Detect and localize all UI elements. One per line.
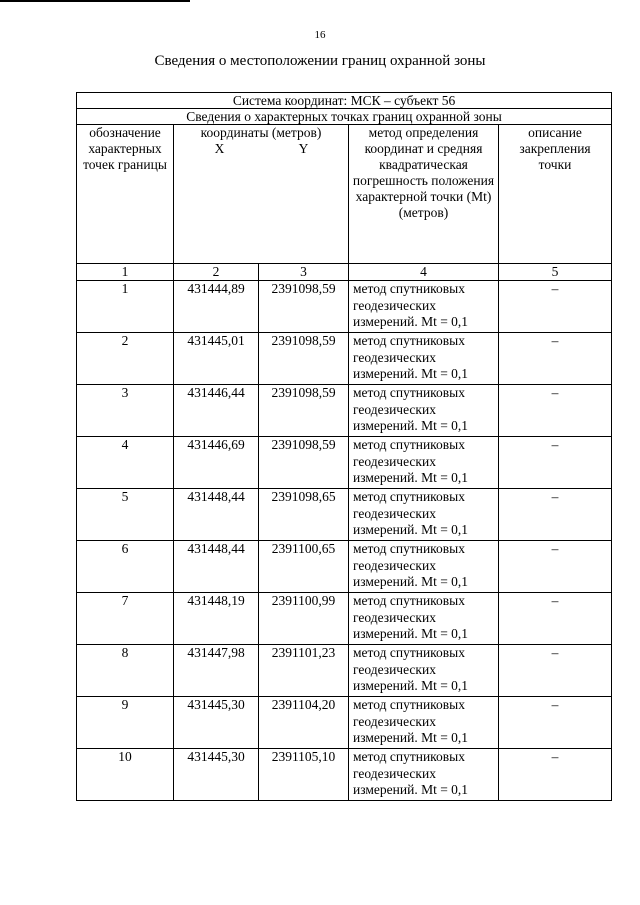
method-cell: метод спутниковых геодезических измерений. Mt = 0,1 [349,697,499,749]
point-cell: 3 [77,385,174,437]
y-coordinate-cell: 2391098,59 [259,437,349,489]
x-coordinate-cell: 431446,44 [174,385,259,437]
y-coordinate-cell: 2391100,99 [259,593,349,645]
table-row [77,489,612,541]
y-coordinate-cell: 2391104,20 [259,697,349,749]
x-coordinate-cell: 431448,44 [174,489,259,541]
x-coordinate-cell: 431447,98 [174,645,259,697]
column-number: 1 [77,264,174,281]
column-number: 5 [499,264,612,281]
description-cell: – [499,437,612,489]
section-title-cell: Сведения о характерных точках границ охранной зоны [77,109,612,125]
section-title-row [77,109,612,125]
y-coordinate-cell: 2391098,59 [259,385,349,437]
point-cell: 5 [77,489,174,541]
method-cell: метод спутниковых геодезических измерений. Mt = 0,1 [349,489,499,541]
x-coordinate-cell: 431445,30 [174,697,259,749]
method-cell: метод спутниковых геодезических измерений. Mt = 0,1 [349,281,499,333]
method-cell: метод спутниковых геодезических измерений. Mt = 0,1 [349,385,499,437]
point-cell: 8 [77,645,174,697]
header-x: X [214,141,225,156]
header-point: обозначение характерных точек границы [77,125,174,264]
description-cell: – [499,541,612,593]
header-method: метод определения координат и средняя квадратическая погрешность положения характерной точки (Mt) (метров) [349,125,499,264]
header-coordinates-label: координаты (метров) [200,125,322,140]
point-cell: 7 [77,593,174,645]
description-cell: – [499,489,612,541]
header-rule [0,0,190,2]
table-row [77,333,612,385]
column-number: 4 [349,264,499,281]
table-row [77,593,612,645]
y-coordinate-cell: 2391098,65 [259,489,349,541]
coordinate-system-row [77,93,612,109]
description-cell: – [499,385,612,437]
description-cell: – [499,281,612,333]
y-coordinate-cell: 2391098,59 [259,281,349,333]
y-coordinate-cell: 2391105,10 [259,749,349,801]
method-cell: метод спутниковых геодезических измерений. Mt = 0,1 [349,645,499,697]
y-coordinate-cell: 2391101,23 [259,645,349,697]
x-coordinate-cell: 431445,01 [174,333,259,385]
x-coordinate-cell: 431445,30 [174,749,259,801]
coordinates-table [76,92,612,801]
table-row [77,385,612,437]
column-number: 3 [259,264,349,281]
table-row [77,437,612,489]
table-row [77,697,612,749]
header-description: описание закрепления точки [499,125,612,264]
header-row [77,125,612,264]
y-coordinate-cell: 2391100,65 [259,541,349,593]
description-cell: – [499,749,612,801]
column-numbers-row [77,264,612,281]
method-cell: метод спутниковых геодезических измерений. Mt = 0,1 [349,437,499,489]
point-cell: 4 [77,437,174,489]
page-number: 16 [314,29,326,41]
point-cell: 10 [77,749,174,801]
method-cell: метод спутниковых геодезических измерений. Mt = 0,1 [349,749,499,801]
table-row [77,281,612,333]
method-cell: метод спутниковых геодезических измерений. Mt = 0,1 [349,593,499,645]
description-cell: – [499,593,612,645]
x-coordinate-cell: 431444,89 [174,281,259,333]
description-cell: – [499,333,612,385]
description-cell: – [499,697,612,749]
coordinate-system-cell: Система координат: МСК – субъект 56 [77,93,612,109]
point-cell: 6 [77,541,174,593]
document-title: Сведения о местоположении границ охранной зоны [154,53,486,69]
x-coordinate-cell: 431448,44 [174,541,259,593]
column-number: 2 [174,264,259,281]
description-cell: – [499,645,612,697]
y-coordinate-cell: 2391098,59 [259,333,349,385]
table-row [77,749,612,801]
x-coordinate-cell: 431446,69 [174,437,259,489]
point-cell: 2 [77,333,174,385]
point-cell: 1 [77,281,174,333]
header-y: Y [298,141,309,156]
table-row [77,541,612,593]
method-cell: метод спутниковых геодезических измерений. Mt = 0,1 [349,333,499,385]
header-coordinates [174,125,349,264]
x-coordinate-cell: 431448,19 [174,593,259,645]
point-cell: 9 [77,697,174,749]
method-cell: метод спутниковых геодезических измерений. Mt = 0,1 [349,541,499,593]
table-row [77,645,612,697]
